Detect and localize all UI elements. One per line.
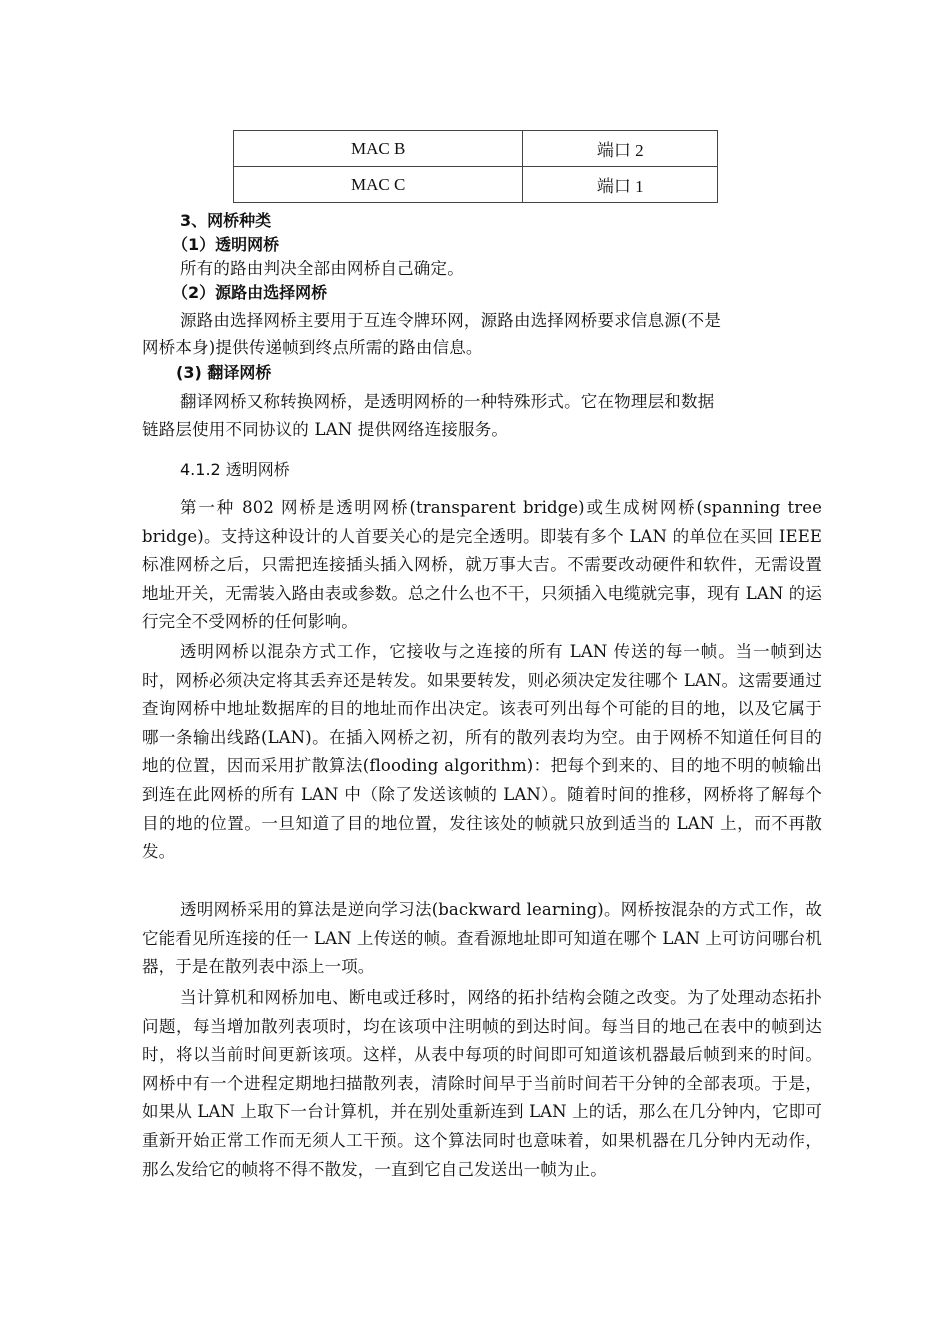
subsection-2-title: （2）源路由选择网桥: [172, 283, 328, 302]
subsection-2-line-2: 网桥本身)提供传递帧到终点所需的路由信息。: [142, 338, 483, 357]
mac-port-table: [233, 130, 718, 203]
table-row: [234, 131, 718, 167]
section-3-title: 3、网桥种类: [180, 211, 272, 230]
table-cell-port: 端口 2: [523, 131, 718, 167]
table-row: [234, 167, 718, 203]
paragraph-1: 第一种 802 网桥是透明网桥(transparent bridge)或生成树网桥(spanning tree bridge)。支持这种设计的人首要关心的是完全透明。即装有多个 LAN 的单位在买回 IEEE 标准网桥之后，只需把连接插头插入网桥，就万事大吉。不需要改动硬件和软件，无需设置地址开关，无需装入路由表或参数。总之什么也不干，只须插入电缆就完事，现有 LAN 的运行完全不受网桥的任何影响。: [142, 498, 822, 632]
paragraph-4: 当计算机和网桥加电、断电或迁移时，网络的拓扑结构会随之改变。为了处理动态拓扑问题，每当增加散列表项时，均在该项中注明帧的到达时间。每当目的地己在表中的帧到达时，将以当前时间更新该项。这样，从表中每项的时间即可知道该机器最后帧到来的时间。网桥中有一个进程定期地扫描散列表，清除时间早于当前时间若干分钟的全部表项。于是，如果从 LAN 上取下一台计算机，并在别处重新连到 LAN 上的话，那么在几分钟内，它即可重新开始正常工作而无须人工干预。这个算法同时也意味着，如果机器在几分钟内无动作，那么发给它的帧将不得不散发，一直到它自己发送出一帧为止。: [142, 988, 822, 1179]
subsection-3-line-2: 链路层使用不同协议的 LAN 提供网络连接服务。: [142, 420, 509, 439]
subsection-2-line-1: 源路由选择网桥主要用于互连令牌环网，源路由选择网桥要求信息源(不是: [180, 311, 722, 330]
paragraph-2: 透明网桥以混杂方式工作，它接收与之连接的所有 LAN 传送的每一帧。当一帧到达时，网桥必须决定将其丢弃还是转发。如果要转发，则必须决定发往哪个 LAN。这需要通过查询网桥中地址数据库的目的地址而作出决定。该表可列出每个可能的目的地，以及它属于哪一条输出线路(LAN)。在插入网桥之初，所有的散列表均为空。由于网桥不知道任何目的地的位置，因而采用扩散算法(flooding algorithm)：把每个到来的、目的地不明的帧输出到连在此网桥的所有 LAN 中（除了发送该帧的 LAN）。随着时间的推移，网桥将了解每个目的地的位置。一旦知道了目的地位置，发往该处的帧就只放到适当的 LAN 上，而不再散发。: [142, 642, 822, 862]
subsection-3-line-1: 翻译网桥又称转换网桥，是透明网桥的一种特殊形式。它在物理层和数据: [180, 392, 715, 411]
table-cell-port: 端口 1: [523, 167, 718, 203]
paragraph-3: 透明网桥采用的算法是逆向学习法(backward learning)。网桥按混杂的方式工作，故它能看见所连接的任一 LAN 上传送的帧。查看源地址即可知道在哪个 LAN 上可访问哪台机器，于是在散列表中添上一项。: [142, 900, 822, 977]
table-cell-mac: MAC C: [234, 167, 523, 203]
subsection-3-title: (3) 翻译网桥: [176, 363, 272, 382]
subsection-1-text: 所有的路由判决全部由网桥自己确定。: [180, 259, 464, 278]
subsection-1-title: （1）透明网桥: [172, 235, 280, 254]
section-4-1-2-heading: 4.1.2 透明网桥: [180, 460, 290, 479]
table-cell-mac: MAC B: [234, 131, 523, 167]
